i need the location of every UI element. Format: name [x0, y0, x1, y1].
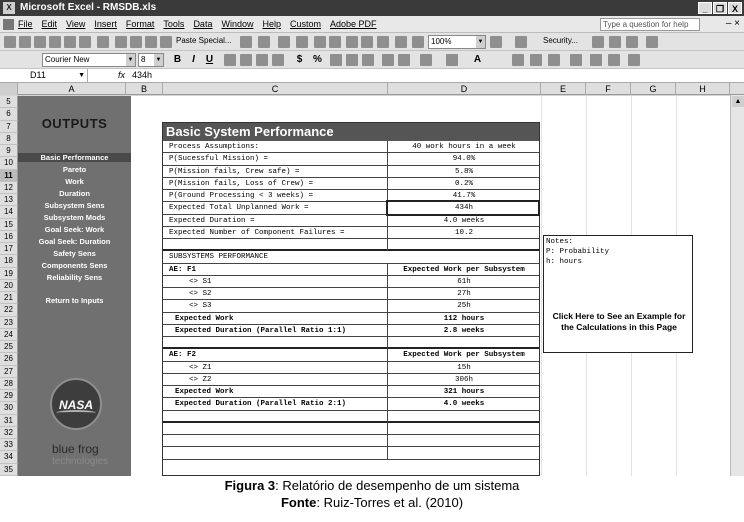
row-header[interactable]: 14 — [0, 206, 18, 218]
title-bar — [0, 0, 744, 16]
report-row-value: 41.7% — [452, 192, 476, 200]
cell-divider — [387, 411, 388, 423]
cell-divider — [387, 386, 388, 398]
name-box-value: D11 — [30, 70, 46, 80]
window-title: Microsoft Excel - RMSDB.xls — [20, 2, 157, 13]
percent-button[interactable]: % — [313, 54, 322, 65]
f1-work-row-value: 112 hours — [443, 314, 485, 323]
row-header[interactable]: 9 — [0, 145, 18, 157]
caption-line — [0, 477, 744, 494]
nasa-logo — [50, 378, 102, 430]
copy-icon[interactable] — [130, 36, 142, 48]
drawing-toolbar-icon[interactable] — [412, 36, 424, 48]
notes-line: h: hours — [546, 258, 583, 266]
sort-descending-icon[interactable] — [329, 36, 341, 48]
cell-divider — [387, 300, 388, 312]
excel-icon: X — [3, 2, 15, 14]
nav-components-sens[interactable]: Components Sens — [41, 261, 108, 270]
chevron-down-icon: ▼ — [154, 54, 163, 66]
report-row[interactable] — [163, 227, 539, 239]
italic-button[interactable]: I — [192, 54, 195, 65]
row-header[interactable]: 20 — [0, 280, 18, 292]
f1-subsystem-row-label: <> S3 — [189, 302, 212, 311]
minimize-button[interactable]: _ — [698, 2, 712, 14]
spelling-icon[interactable] — [97, 36, 109, 48]
blank-row[interactable] — [163, 411, 539, 423]
menu-help[interactable]: Help — [262, 19, 281, 29]
nav-pareto[interactable]: Pareto — [62, 165, 87, 174]
save-icon[interactable] — [34, 36, 46, 48]
menu-window[interactable]: Window — [221, 19, 254, 29]
table-icon[interactable] — [395, 36, 407, 48]
f1-subsystem-row[interactable] — [163, 288, 539, 300]
report-row[interactable] — [163, 215, 539, 227]
chevron-down-icon: ▼ — [78, 72, 85, 79]
increase-indent-icon[interactable] — [398, 54, 410, 66]
menu-list — [18, 19, 377, 29]
menu-data[interactable]: Data — [193, 19, 213, 29]
sort-ascending-icon[interactable] — [314, 36, 326, 48]
row-header[interactable]: 10 — [0, 157, 18, 169]
chart-wizard-icon[interactable] — [346, 36, 358, 48]
cell-divider — [387, 337, 388, 349]
row-header[interactable]: 31 — [0, 415, 18, 427]
review-next-icon[interactable] — [530, 54, 542, 66]
function-icon[interactable]: fx — [118, 70, 126, 80]
nav-goal-seek-work[interactable]: Goal Seek: Work — [44, 225, 105, 234]
performance-report — [162, 122, 540, 476]
row-header[interactable]: 33 — [0, 439, 18, 451]
menu-custom[interactable]: Custom — [289, 19, 321, 29]
outputs-sidebar — [18, 96, 131, 476]
review-comment-icon[interactable] — [548, 54, 560, 66]
report-row-value: 94.0% — [452, 155, 476, 164]
borders-icon[interactable] — [420, 54, 432, 66]
row-header[interactable]: 21 — [0, 292, 18, 304]
review-icon[interactable] — [512, 54, 524, 66]
report-row-label: Process Assumptions: — [169, 143, 260, 151]
report-row-label: Expected Total Unplanned Work = — [169, 204, 309, 213]
report-row[interactable] — [163, 202, 539, 214]
f1-work-row-label: Expected Work — [175, 314, 234, 323]
hyperlink-icon[interactable] — [278, 36, 290, 48]
cell-divider — [387, 190, 388, 202]
cell-divider — [387, 227, 388, 239]
track-changes-icon[interactable] — [570, 54, 582, 66]
vba-icon[interactable] — [592, 36, 604, 48]
paste-special-button[interactable]: Paste Special... — [176, 36, 232, 45]
menu-insert[interactable]: Insert — [94, 19, 117, 29]
row-header[interactable]: 26 — [0, 353, 18, 365]
row-header[interactable]: 11 — [0, 170, 18, 182]
column-header-a[interactable]: A — [18, 83, 126, 95]
open-icon[interactable] — [19, 36, 31, 48]
row-header[interactable]: 32 — [0, 427, 18, 439]
run-icon[interactable] — [515, 36, 527, 48]
formula-bar — [0, 69, 744, 83]
f2-duration-row-label: Expected Duration (Parallel Ratio 2:1) — [175, 400, 347, 409]
row-header[interactable]: 12 — [0, 182, 18, 194]
subsystems-header-row-label: SUBSYSTEMS PERFORMANCE — [169, 253, 269, 262]
decrease-decimal-icon[interactable] — [362, 54, 374, 66]
cell-divider — [387, 153, 388, 165]
nav-reliability-sens[interactable]: Reliability Sens — [46, 273, 103, 282]
cell-divider — [387, 276, 388, 288]
align-right-icon[interactable] — [256, 54, 268, 66]
row-header[interactable]: 17 — [0, 243, 18, 255]
report-row-label: P(Sucessful Mission) = — [169, 155, 269, 164]
undo-icon[interactable] — [240, 36, 252, 48]
cut-icon[interactable] — [115, 36, 127, 48]
nav-work[interactable]: Work — [65, 177, 84, 186]
notes-title: Notes: — [546, 238, 574, 246]
cell-divider — [387, 423, 388, 435]
row-header[interactable]: 27 — [0, 366, 18, 378]
menu-adobe-pdf[interactable]: Adobe PDF — [330, 19, 377, 29]
print-preview-icon[interactable] — [79, 36, 91, 48]
figure-caption — [0, 477, 744, 511]
notes-box — [543, 235, 693, 353]
f1-subsystem-row[interactable] — [163, 300, 539, 312]
f2-subsystem-row-value: 306h — [454, 375, 473, 384]
nav-goal-seek-duration[interactable]: Goal Seek: Duration — [38, 237, 111, 246]
menu-bar — [0, 16, 744, 33]
menu-view[interactable]: View — [66, 19, 86, 29]
row-header[interactable]: 5 — [0, 96, 18, 108]
brand-subtitle: technologies — [52, 456, 109, 467]
row-header[interactable]: 18 — [0, 255, 18, 267]
cell-divider — [387, 435, 388, 447]
standard-toolbar — [0, 33, 744, 51]
report-row[interactable] — [163, 153, 539, 165]
report-row[interactable] — [163, 141, 539, 153]
cell-divider — [387, 313, 388, 325]
name-box[interactable] — [18, 69, 88, 82]
close-button[interactable]: X — [728, 2, 742, 14]
report-row-value: 40 work hours in a week — [412, 143, 516, 151]
nav-subsystem-sens[interactable]: Subsystem Sens — [44, 201, 105, 210]
f2-header-row[interactable] — [163, 349, 539, 361]
send-review-icon[interactable] — [628, 54, 640, 66]
notes-line: P: Probability — [546, 248, 610, 256]
cell-divider — [387, 178, 388, 190]
permission-icon[interactable] — [49, 36, 61, 48]
vertical-scrollbar[interactable] — [730, 95, 744, 476]
cell-divider — [387, 166, 388, 178]
security-button[interactable]: Security... — [543, 36, 578, 45]
row-header[interactable]: 16 — [0, 231, 18, 243]
caption-text: : Relatório de desempenho de um sistema — [275, 478, 520, 493]
blank-row[interactable] — [163, 239, 539, 251]
sidebar-title: OUTPUTS — [41, 116, 108, 131]
cell-divider — [387, 239, 388, 251]
example-calculations-link[interactable]: Click Here to See an Example for the Calculations in this Page — [552, 311, 686, 332]
f2-subsystem-row[interactable] — [163, 374, 539, 386]
cell-divider — [387, 374, 388, 386]
report-row[interactable] — [163, 166, 539, 178]
cell-divider — [387, 362, 388, 374]
currency-button[interactable]: $ — [296, 54, 303, 65]
font-size-value: 8 — [141, 55, 146, 64]
window-controls — [698, 2, 742, 14]
f2-header-row-value: Expected Work per Subsystem — [403, 351, 525, 360]
new-icon[interactable] — [4, 36, 16, 48]
select-all-button[interactable] — [0, 83, 18, 95]
document-window-controls[interactable]: – × — [725, 18, 740, 29]
chevron-down-icon: ▼ — [126, 54, 135, 66]
report-row[interactable] — [163, 178, 539, 190]
f2-work-row[interactable] — [163, 386, 539, 398]
row-header[interactable]: 30 — [0, 402, 18, 414]
nav-safety-sens[interactable]: Safety Sens — [53, 249, 96, 258]
bold-button[interactable]: B — [173, 54, 182, 65]
f1-subsystem-row[interactable] — [163, 276, 539, 288]
report-title: Basic System Performance — [163, 123, 539, 141]
increase-decimal-icon[interactable] — [346, 54, 358, 66]
comma-style-icon[interactable] — [330, 54, 342, 66]
column-header-d[interactable]: D — [388, 83, 541, 95]
paste-icon[interactable] — [145, 36, 157, 48]
f2-work-row-label: Expected Work — [175, 388, 234, 396]
report-row-value: 0.2% — [454, 179, 473, 188]
row-header[interactable]: 22 — [0, 304, 18, 316]
formula-input[interactable]: 434h — [132, 70, 153, 80]
report-row-label: P(Mission fails, Loss of Crew) = — [169, 179, 314, 188]
f2-duration-row-value: 4.0 weeks — [443, 400, 485, 409]
f2-subsystem-row[interactable] — [163, 362, 539, 374]
f2-duration-row[interactable] — [163, 398, 539, 410]
cell-divider — [387, 447, 388, 459]
report-row-label: P(Ground Processing < 3 weeks) = — [169, 192, 314, 200]
format-painter-icon[interactable] — [160, 36, 172, 48]
underline-button[interactable]: U — [205, 54, 214, 65]
column-headers — [0, 83, 744, 95]
cell-divider — [387, 264, 388, 276]
f2-subsystem-row-label: <> Z2 — [189, 375, 212, 384]
f2-subsystem-row-label: <> Z1 — [189, 363, 212, 372]
source-text: : Ruiz-Torres et al. (2010) — [316, 495, 464, 510]
align-left-icon[interactable] — [224, 54, 236, 66]
f1-duration-row-label: Expected Duration (Parallel Ratio 1:1) — [175, 326, 347, 335]
column-header-g[interactable]: G — [631, 83, 676, 95]
font-size-select[interactable] — [138, 53, 164, 67]
cell-divider — [387, 349, 388, 361]
decrease-indent-icon[interactable] — [382, 54, 394, 66]
gridline — [541, 96, 542, 476]
accept-change-icon[interactable] — [590, 54, 602, 66]
row-header[interactable]: 23 — [0, 317, 18, 329]
report-row-label: Expected Duration = — [169, 216, 255, 225]
f2-work-row-value: 321 hours — [443, 388, 485, 396]
scroll-up-icon[interactable]: ▲ — [732, 96, 744, 107]
column-header-b[interactable]: B — [126, 83, 163, 95]
column-header-h[interactable]: H — [676, 83, 730, 95]
report-row-value: 10.2 — [454, 228, 473, 237]
nasa-swoosh — [56, 410, 96, 416]
f1-subsystem-row-label: <> S1 — [189, 277, 212, 286]
row-header[interactable]: 24 — [0, 329, 18, 341]
f2-header-row-label: AE: F2 — [169, 351, 197, 360]
redo-icon[interactable] — [258, 36, 270, 48]
cell-divider — [387, 325, 388, 337]
row-header[interactable]: 35 — [0, 464, 18, 476]
nav-subsystem-mods[interactable]: Subsystem Mods — [43, 213, 106, 222]
f1-subsystem-row-value: 61h — [457, 277, 471, 286]
drawing-icon[interactable] — [361, 36, 373, 48]
blank-row[interactable] — [163, 447, 539, 459]
nav-duration[interactable]: Duration — [59, 189, 90, 198]
blank-row[interactable] — [163, 435, 539, 447]
chevron-down-icon: ▼ — [476, 36, 485, 48]
brand-name: blue frog — [52, 442, 99, 456]
formatting-toolbar — [0, 51, 744, 69]
caption-label: Figura 3 — [224, 478, 276, 493]
column-header-e[interactable]: E — [541, 83, 586, 95]
source-label: Fonte — [280, 495, 317, 510]
restore-button[interactable]: ❒ — [713, 2, 727, 14]
align-center-icon[interactable] — [240, 54, 252, 66]
ask-question-input[interactable]: Type a question for help — [600, 18, 700, 31]
blank-row[interactable] — [163, 423, 539, 435]
menu-tools[interactable]: Tools — [163, 19, 185, 29]
subsystems-header-row[interactable] — [163, 251, 539, 263]
nav-return-to-inputs[interactable]: Return to Inputs — [45, 296, 104, 305]
column-header-f[interactable]: F — [586, 83, 631, 95]
active-cell-outline — [388, 202, 538, 213]
report-row-value: 4.0 weeks — [443, 216, 485, 225]
menu-format[interactable]: Format — [125, 19, 155, 29]
row-header[interactable]: 7 — [0, 121, 18, 133]
row-header[interactable]: 28 — [0, 378, 18, 390]
report-row-value: 434h — [454, 204, 473, 213]
font-value: Courier New — [45, 55, 90, 64]
nasa-logo-text: NASA — [58, 398, 93, 412]
f1-header-row-value: Expected Work per Subsystem — [403, 265, 525, 274]
row-header[interactable]: 34 — [0, 451, 18, 463]
row-header[interactable]: 25 — [0, 341, 18, 353]
menu-file[interactable]: File — [18, 19, 33, 29]
reject-change-icon[interactable] — [608, 54, 620, 66]
cell-divider — [387, 288, 388, 300]
font-color-button[interactable]: A — [473, 54, 482, 65]
zoom-value: 100% — [431, 37, 452, 46]
row-header[interactable]: 13 — [0, 194, 18, 206]
report-row-value: 5.8% — [454, 167, 473, 176]
cell-divider — [387, 215, 388, 227]
row-header[interactable]: 8 — [0, 133, 18, 145]
f1-duration-row[interactable] — [163, 325, 539, 337]
cell-divider — [387, 141, 388, 153]
print-icon[interactable] — [64, 36, 76, 48]
toolbox-icon[interactable] — [609, 36, 621, 48]
f1-header-row-label: AE: F1 — [169, 265, 197, 274]
autosum-icon[interactable] — [296, 36, 308, 48]
report-row[interactable] — [163, 190, 539, 202]
source-line — [0, 494, 744, 511]
f1-subsystem-row-value: 27h — [457, 290, 471, 298]
report-row-label: P(Mission fails, Crew safe) = — [169, 167, 300, 176]
blank-row[interactable] — [163, 337, 539, 349]
cell-divider — [387, 398, 388, 410]
report-row-label: Expected Number of Component Failures = — [169, 228, 345, 237]
row-header[interactable]: 29 — [0, 390, 18, 402]
f1-header-row[interactable] — [163, 264, 539, 276]
f1-subsystem-row-value: 25h — [457, 302, 471, 311]
help-icon[interactable] — [490, 36, 502, 48]
font-select[interactable] — [42, 53, 136, 67]
pdf-icon[interactable] — [646, 36, 658, 48]
workbook-icon[interactable] — [3, 19, 14, 30]
merge-center-icon[interactable] — [272, 54, 284, 66]
row-header[interactable]: 6 — [0, 108, 18, 120]
f1-duration-row-value: 2.8 weeks — [443, 326, 485, 335]
zoom-select[interactable] — [428, 35, 486, 49]
menu-edit[interactable]: Edit — [41, 19, 58, 29]
chart-icon[interactable] — [377, 36, 389, 48]
row-header[interactable]: 19 — [0, 268, 18, 280]
f1-work-row[interactable] — [163, 313, 539, 325]
design-mode-icon[interactable] — [626, 36, 638, 48]
nav-basic-performance[interactable]: Basic Performance — [18, 153, 131, 162]
column-header-c[interactable]: C — [163, 83, 388, 95]
row-header[interactable]: 15 — [0, 219, 18, 231]
f1-subsystem-row-label: <> S2 — [189, 290, 212, 298]
f2-subsystem-row-value: 15h — [457, 363, 471, 372]
fill-color-icon[interactable] — [446, 54, 458, 66]
